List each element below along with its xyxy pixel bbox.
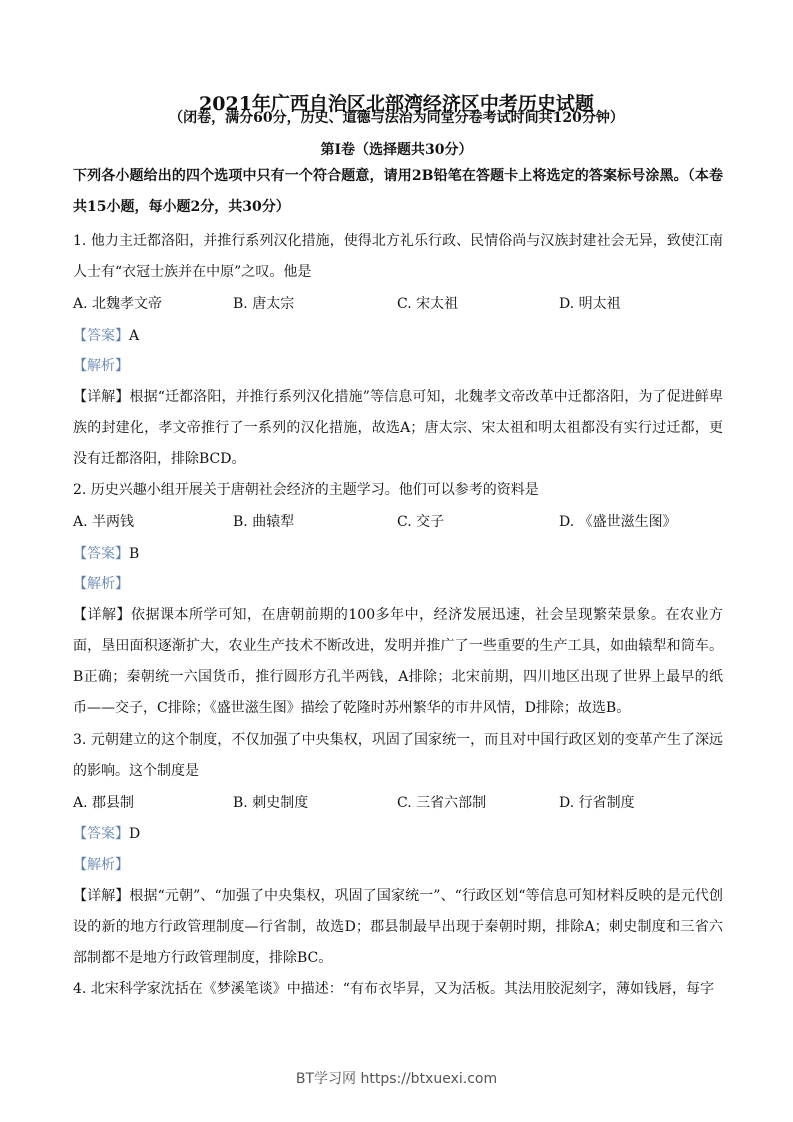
detail-paragraph (73, 600, 723, 724)
option-c: C. 交子 (397, 514, 445, 530)
detail-text: 根据“迁都洛阳，并推行系列汉化措施”等信息可知，北魏孝文帝改革中迁都洛阳，为了促进鲜卑族的封建化，孝文帝推行了一系列的汉化措施，故选A；唐太宗、宋太祖和明太祖都没有实行过迁都，更没有迁都洛阳，排除BCD。 (73, 389, 724, 467)
question-stem: 1. 他力主迁都洛阳，并推行系列汉化措施，使得北方礼乐行政、民情俗尚与汉族封建社会无异，致使江南人士有“衣冠士族并在中原”之叹。他是 (73, 233, 723, 280)
doc-subtitle: （闭卷，满分60分，历史、道德与法治为同堂分卷考试时间共120分钟） (169, 110, 624, 126)
detail-label: 【详解】 (73, 607, 131, 623)
detail-text: 依据课本所学可知，在唐朝前期的100多年中，经济发展迅速，社会呈现繁荣景象。在农业方面，垦田面积逐渐扩大，农业生产技术不断改进，发明并推广了一些重要的生产工具，如曲辕犁和筒车。B正确；秦朝统一六国货币，推行圆形方孔半两钱，A排除；北宋前期，四川地区出现了世界上最早的纸币——交子，C排除；《盛世滋生图》描绘了乾隆时苏州繁华的市井风情，D排除；故选B。 (73, 607, 723, 716)
answer-label: 【答案】 (73, 546, 129, 562)
option-b: B. 曲辕犁 (233, 514, 295, 530)
answer-label: 【答案】 (73, 826, 129, 842)
doc-title: 2021年广西自治区北部湾经济区中考历史试题 (199, 93, 594, 115)
answer-line (73, 819, 723, 850)
analysis-label: 【解析】 (73, 576, 129, 592)
part-title: 第Ⅰ卷（选择题共30分） (320, 142, 473, 158)
answer-value: B (129, 546, 140, 562)
answer-value: A (129, 328, 140, 344)
answer-line (73, 539, 723, 570)
option-b: B. 唐太宗 (233, 296, 295, 312)
option-c: C. 宋太祖 (397, 296, 459, 312)
option-d: D. 行省制度 (559, 795, 635, 811)
option-c: C. 三省六部制 (397, 795, 487, 811)
option-a: A. 半两钱 (73, 514, 135, 530)
answer-label: 【答案】 (73, 328, 129, 344)
option-a: A. 郡县制 (73, 795, 135, 811)
option-d: D. 明太祖 (559, 296, 621, 312)
analysis-label: 【解析】 (73, 358, 129, 374)
answer-value: D (129, 826, 141, 842)
detail-label: 【详解】 (73, 888, 130, 904)
option-a: A. 北魏孝文帝 (73, 296, 163, 312)
question-stem: 4. 北宋科学家沈括在《梦溪笔谈》中描述：“有布衣毕昇，又为活板。其法用胶泥刻字，薄如钱唇，每字 (73, 981, 714, 997)
instructions: 下列各小题给出的四个选项中只有一个符合题意，请用2B铅笔在答题卡上将选定的答案标号涂黑。（本卷共15小题，每小题2分，共30分） (73, 168, 723, 215)
footer-watermark: BT学习网 https://btxuexi.com (295, 1071, 498, 1087)
detail-paragraph (73, 881, 723, 974)
question-stem: 2. 历史兴趣小组开展关于唐朝社会经济的主题学习。他们可以参考的资料是 (73, 482, 539, 498)
option-d: D. 《盛世滋生图》 (559, 514, 677, 530)
detail-paragraph (73, 382, 723, 475)
option-b: B. 刺史制度 (233, 795, 309, 811)
detail-text: 根据“元朝”、“加强了中央集权，巩固了国家统一”、“行政区划“等信息可知材料反映的是元代创设的新的地方行政管理制度—行省制，故选D；郡县制最早出现于秦朝时期，排除A；刺史制度和三省六部制都不是地方行政管理制度，排除BC。 (73, 888, 723, 966)
question-stem: 3. 元朝建立的这个制度，不仅加强了中央集权，巩固了国家统一，而且对中国行政区划的变革产生了深远的影响。这个制度是 (73, 732, 723, 779)
detail-label: 【详解】 (73, 389, 130, 405)
answer-line (73, 321, 723, 352)
analysis-label: 【解析】 (73, 857, 129, 873)
